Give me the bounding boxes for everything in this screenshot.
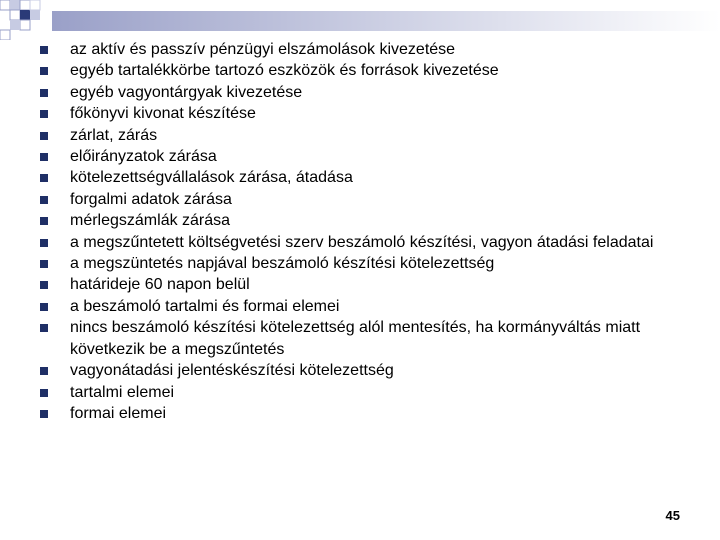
deco-square [20, 20, 30, 30]
bullet-text: a megszüntetés napjával beszámoló készítési kötelezettség [70, 255, 495, 273]
deco-square [20, 10, 30, 20]
header-decoration [0, 0, 720, 40]
square-bullet-icon [40, 110, 48, 118]
bullet-text: egyéb tartalékkörbe tartozó eszközök és források kivezetése [70, 62, 499, 80]
square-bullet-icon [40, 260, 48, 268]
deco-square [0, 30, 10, 40]
bullet-text: nincs beszámoló készítési kötelezettség alól mentesítés, ha kormányváltás miatt következik be a megszűntetés [70, 319, 641, 358]
list-item [40, 60, 680, 81]
square-bullet-icon [40, 239, 48, 247]
list-item [40, 274, 680, 295]
list-item [40, 296, 680, 317]
bullet-text: zárlat, zárás [70, 126, 158, 144]
square-bullet-icon [40, 67, 48, 75]
deco-square [0, 0, 10, 10]
bullet-text: a beszámoló tartalmi és formai elemei [70, 297, 340, 315]
list-item [40, 146, 680, 167]
page-number: 45 [665, 508, 680, 523]
list-item [40, 232, 680, 253]
list-item [40, 382, 680, 403]
header-gradient-bar [52, 11, 720, 31]
list-item [40, 125, 680, 146]
square-bullet-icon [40, 324, 48, 332]
deco-square [10, 20, 20, 30]
bullet-text: formai elemei [70, 404, 167, 422]
bullet-text: határideje 60 napon belül [70, 276, 250, 294]
bullet-text: kötelezettségvállalások zárása, átadása [70, 169, 353, 187]
square-bullet-icon [40, 196, 48, 204]
square-bullet-icon [40, 46, 48, 54]
bullet-list [40, 39, 680, 424]
deco-square [30, 10, 40, 20]
list-item [40, 189, 680, 210]
square-bullet-icon [40, 367, 48, 375]
list-item [40, 39, 680, 60]
bullet-text: vagyonátadási jelentéskészítési kötelezettség [70, 362, 394, 380]
square-bullet-icon [40, 410, 48, 418]
list-item [40, 360, 680, 381]
bullet-text: főkönyvi kivonat készítése [70, 105, 256, 123]
square-bullet-icon [40, 281, 48, 289]
bullet-text: egyéb vagyontárgyak kivezetése [70, 83, 303, 101]
list-item [40, 317, 680, 360]
bullet-text: forgalmi adatok zárása [70, 190, 232, 208]
list-item [40, 103, 680, 124]
square-bullet-icon [40, 303, 48, 311]
square-bullet-icon [40, 132, 48, 140]
list-item [40, 253, 680, 274]
bullet-text: az aktív és passzív pénzügyi elszámolások kivezetése [70, 41, 456, 58]
list-item [40, 210, 680, 231]
deco-square [10, 0, 20, 10]
list-item [40, 167, 680, 188]
square-bullet-icon [40, 217, 48, 225]
deco-square [30, 0, 40, 10]
square-bullet-icon [40, 89, 48, 97]
bullet-text: mérlegszámlák zárása [70, 212, 231, 230]
deco-square [10, 10, 20, 20]
bullet-text: előirányzatok zárása [70, 148, 217, 166]
deco-square [20, 0, 30, 10]
square-bullet-icon [40, 174, 48, 182]
square-bullet-icon [40, 153, 48, 161]
list-item [40, 403, 680, 424]
bullet-text: tartalmi elemei [70, 383, 175, 401]
square-bullet-icon [40, 389, 48, 397]
bullet-text: a megszűntetett költségvetési szerv beszámoló készítési, vagyon átadási feladatai [70, 233, 654, 251]
list-item [40, 82, 680, 103]
